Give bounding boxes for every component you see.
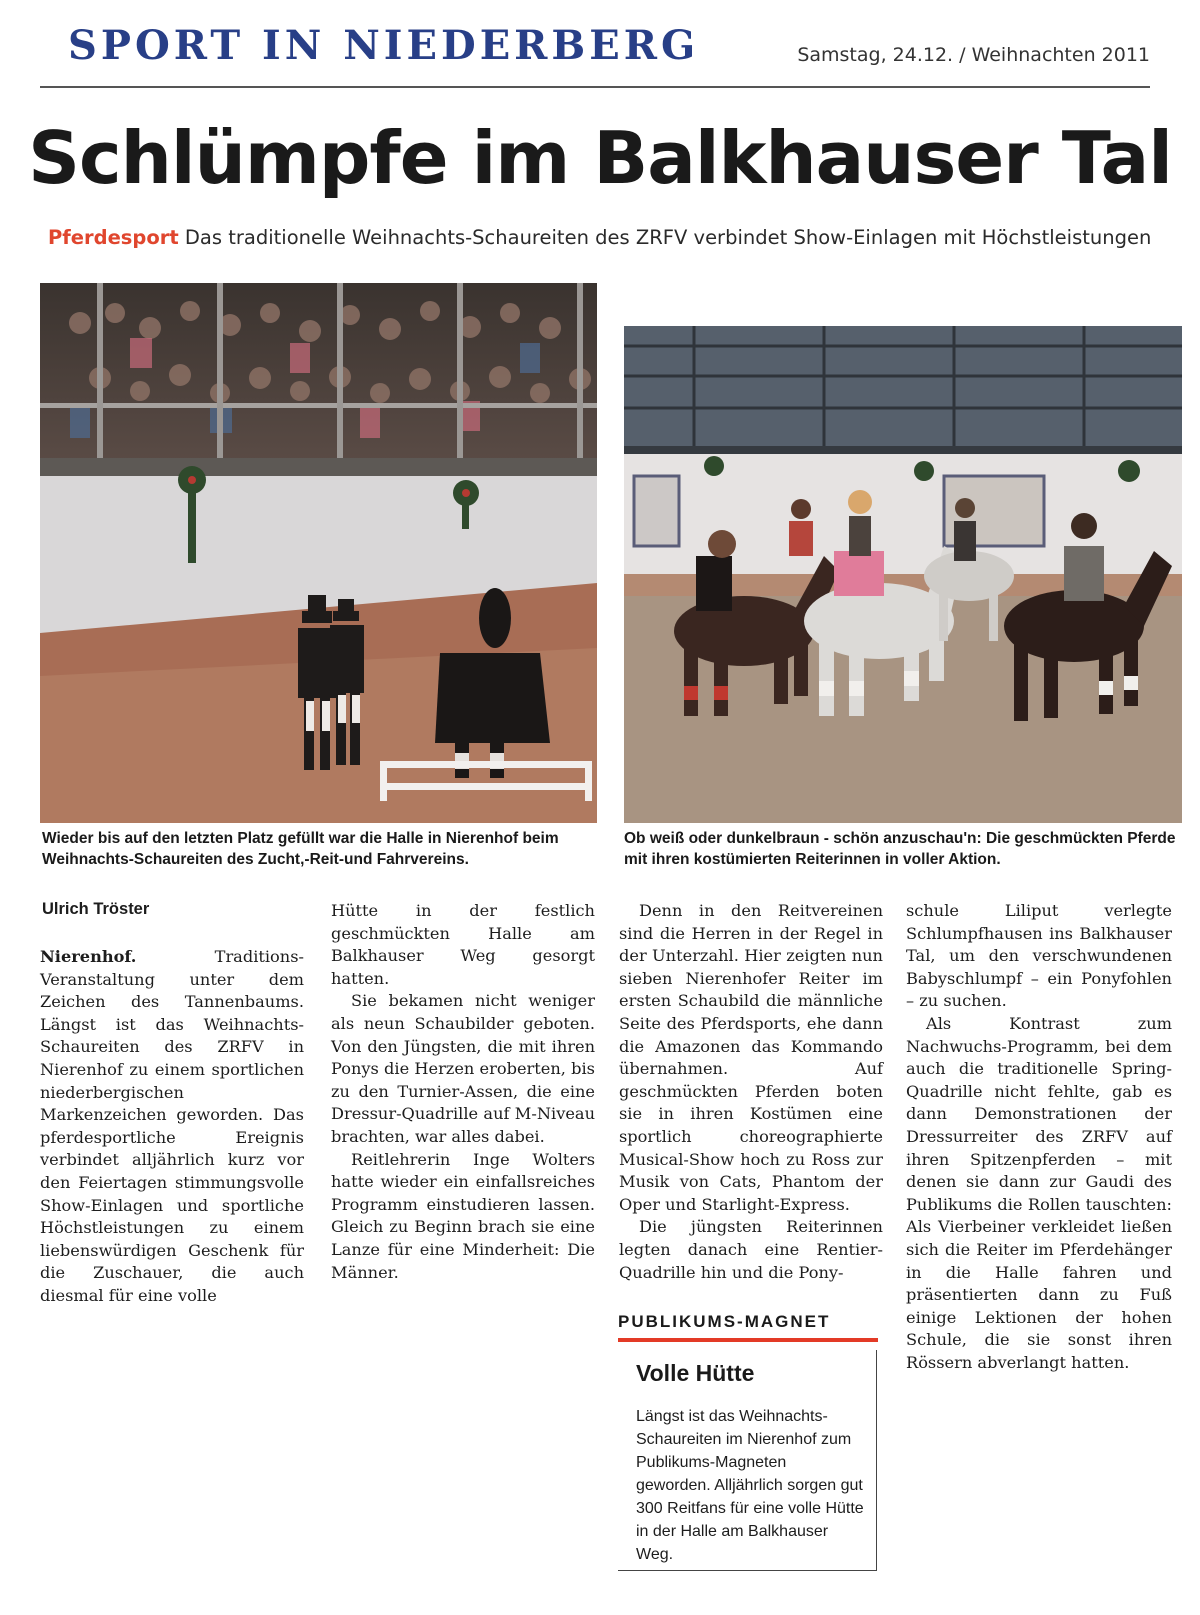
caption-right: Ob weiß oder dunkelbraun - schön anzuschau'n: Die geschmückten Pferde mit ihren kostümierten Reiterinnen in voller Aktion. bbox=[624, 830, 1176, 868]
article-paragraph: Hütte in der festlich geschmückten Halle am Balkhauser Weg gesorgt hatten. bbox=[331, 901, 595, 988]
paragraph-text: Traditions-Veranstaltung unter dem Zeichen des Tannenbaums. Längst ist das Weihnachts-Schaureiten des ZRFV in Nierenhof zu einem sportlichen niederbergischen Markenzeichen geworden. Das pferdesportliche Ereignis verbindet alljährlich kurz vor den Feiertagen stimmungsvolle Show-Einlagen und sportliche Höchstleistungen zu einem liebenswürdigen Geschenk für die Zuschauer, die auch diesmal für eine volle bbox=[40, 947, 304, 1305]
infobox-title: Volle Hütte bbox=[636, 1360, 755, 1386]
issue-date: Samstag, 24.12. / Weihnachten 2011 bbox=[797, 44, 1150, 66]
photo-audience-hall bbox=[40, 283, 597, 823]
photo-audience-illustration bbox=[40, 283, 597, 823]
article-paragraph: Sie bekamen nicht weniger als neun Schaubilder geboten. Von den Jüngsten, die mit ihren Ponys die Herzen eroberten, bis zu den Turnier-Assen, die eine Dressur-Quadrille auf M-Niveau brachten, war alles dabei. bbox=[331, 991, 595, 1146]
subheadline-text: Das traditionelle Weihnachts-Schaureiten des ZRFV verbindet Show-Einlagen mit Höchstleistungen bbox=[184, 226, 1152, 249]
article-column-4 bbox=[906, 900, 1172, 1374]
article-column-2 bbox=[331, 900, 595, 1284]
article-paragraph bbox=[40, 946, 304, 1308]
author-byline: Ulrich Tröster bbox=[42, 900, 150, 918]
article-paragraph: schule Liliput verlegte Schlumpfhausen ins Balkhauser Tal, um den verschwundenen Babyschlumpf – ein Ponyfohlen – zu suchen. bbox=[906, 901, 1172, 1011]
masthead-rule bbox=[40, 86, 1150, 88]
article-paragraph: Reitlehrerin Inge Wolters hatte wieder ein einfallsreiches Programm einstudieren lassen. Gleich zu Beginn brach sie eine Lanze für eine Minderheit: Die Männer. bbox=[331, 1149, 595, 1282]
photo-quadrille-horses bbox=[624, 326, 1182, 823]
subheadline bbox=[48, 226, 1151, 249]
section-title: SPORT IN NIEDERBERG bbox=[68, 22, 700, 69]
infobox-kicker: PUBLIKUMS-MAGNET bbox=[618, 1312, 878, 1342]
headline: Schlümpfe im Balkhauser Tal bbox=[28, 116, 1172, 200]
article-paragraph: Die jüngsten Reiterinnen legten danach eine Rentier-Quadrille hin und die Pony- bbox=[619, 1217, 883, 1282]
dateline: Nierenhof. bbox=[40, 947, 137, 966]
subheadline-kicker: Pferdesport bbox=[48, 226, 179, 249]
article-paragraph: Als Kontrast zum Nachwuchs-Programm, bei dem auch die traditionelle Spring-Quadrille nicht fehlte, gab es dann Demonstrationen der Dressurreiter des ZRFV auf ihren Spitzenpferden – mit denen sie dann zur Gaudi des Publikums die Rollen tauschten: Als Vierbeiner verkleidet ließen sich die Reiter im Pferdehänger in die Halle fahren und präsentierten dann zu Fuß einige Lektionen der hohen Schule, die sie sonst ihren Rössern abverlangt hatten. bbox=[906, 1013, 1172, 1372]
photo-horses-illustration bbox=[624, 326, 1182, 823]
article-column-3 bbox=[619, 900, 883, 1284]
caption-left: Wieder bis auf den letzten Platz gefüllt war die Halle in Nierenhof beim Weihnachts-Schaureiten des Zucht,-Reit-und Fahrvereins. bbox=[42, 830, 559, 868]
article-paragraph: Denn in den Reitvereinen sind die Herren in der Regel in der Unterzahl. Hier zeigten nun sieben Nierenhofer Reiter im ersten Schaubild die männliche Seite des Pferdsports, ehe dann die Amazonen das Kommando übernahmen. Auf geschmückten Pferden boten sie in ihren Kostümen eine sportlich choreographierte Musical-Show hoch zu Ross zur Musik von Cats, Phantom der Oper und Starlight-Express. bbox=[619, 901, 883, 1214]
infobox-text: Längst ist das Weihnachts-Schaureiten im Nierenhof zum Publikums-Magneten geworden. Alljährlich sorgen gut 300 Reitfans für eine volle Hütte in der Halle am Balkhauser Weg. bbox=[636, 1408, 864, 1563]
article-column-1 bbox=[40, 946, 304, 1308]
